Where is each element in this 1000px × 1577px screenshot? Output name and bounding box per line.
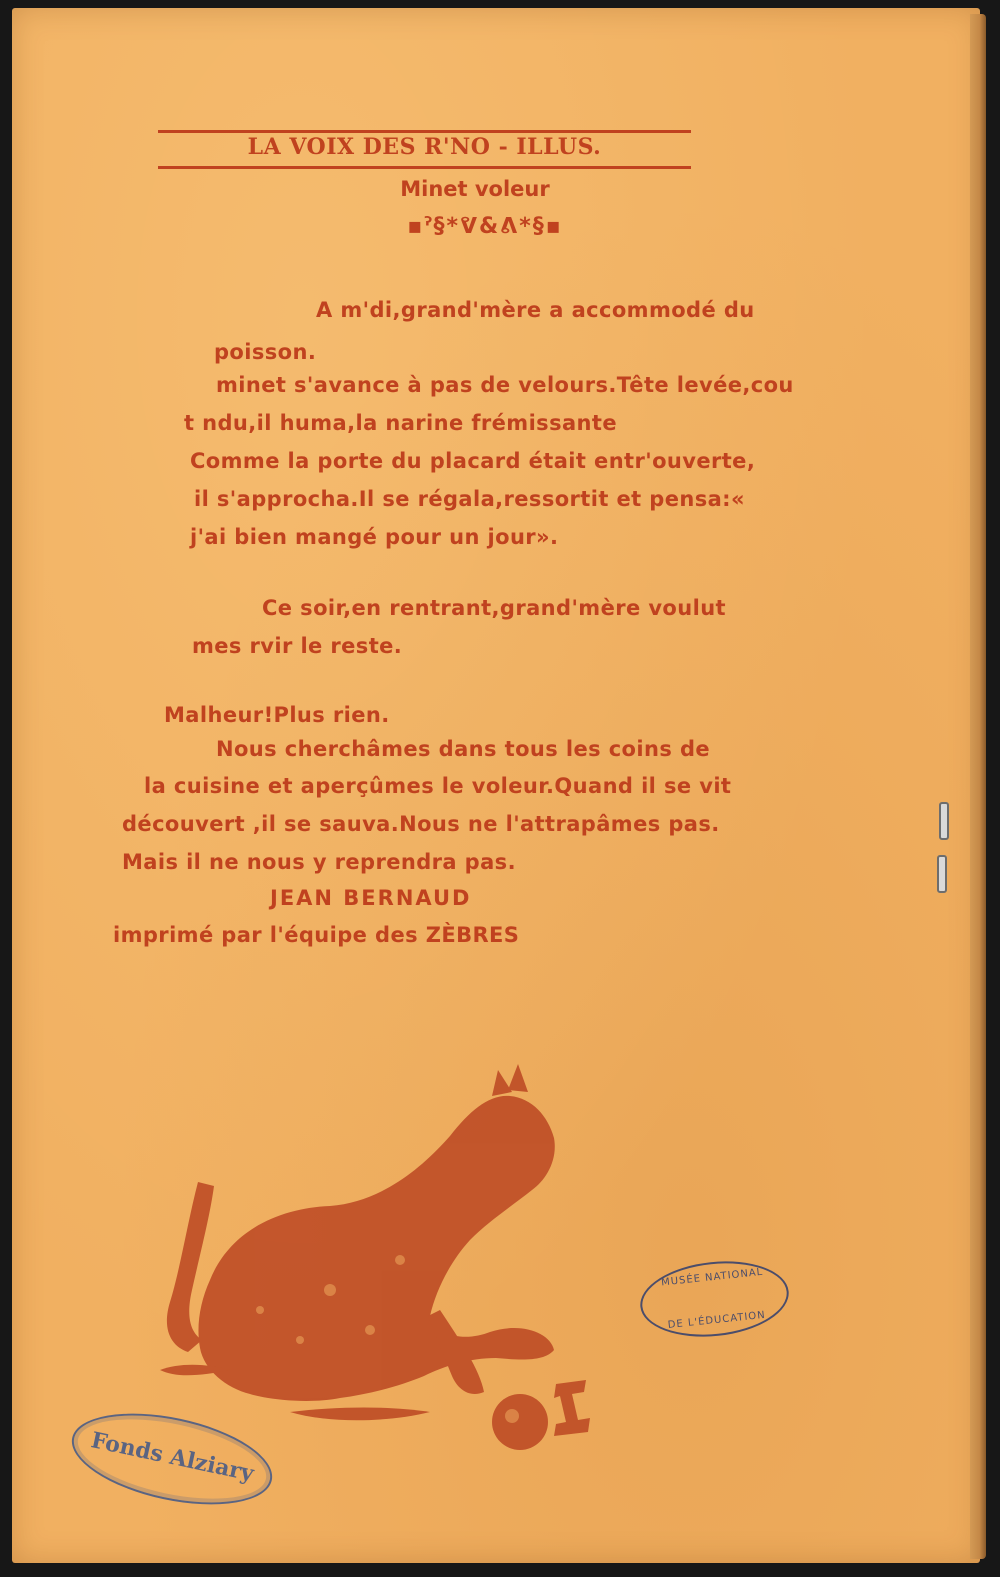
story-line: la cuisine et aperçûmes le voleur.Quand il se vit: [144, 774, 732, 798]
story-line: j'ai bien mangé pour un jour».: [190, 525, 559, 549]
story-line: Malheur!Plus rien.: [164, 703, 390, 727]
header-rule-top: [158, 130, 691, 133]
ornament-divider: ▪ˀ§*ᕓ&ᕕ*§▪: [407, 214, 563, 239]
cat-illustration: [140, 1040, 600, 1460]
story-line: Comme la porte du placard était entr'ouverte,: [190, 449, 756, 473]
stamp-text-top: MUSÉE NATIONAL: [660, 1266, 764, 1289]
story-line: Ce soir,en rentrant,grand'mère voulut: [262, 596, 726, 620]
story-title: Minet voleur: [400, 177, 550, 201]
staple-bottom: [937, 855, 947, 893]
story-line: découvert ,il se sauva.Nous ne l'attrapâmes pas.: [122, 812, 720, 836]
story-line: Nous cherchâmes dans tous les coins de: [216, 737, 711, 761]
story-line: il s'approcha.Il se régala,ressortit et pensa:«: [194, 487, 745, 511]
story-line: mes rvir le reste.: [192, 634, 403, 658]
story-line: A m'di,grand'mère a accommodé du: [316, 298, 755, 322]
story-line: t ndu,il huma,la narine frémissante: [184, 411, 617, 435]
page-edge: [970, 14, 986, 1559]
author-name: JEAN BERNAUD: [270, 886, 472, 910]
stamp-text: Fonds Alziary: [88, 1427, 257, 1487]
story-line: Mais il ne nous y reprendra pas.: [122, 850, 516, 874]
story-line: poisson.: [214, 340, 317, 364]
staple-top: [939, 802, 949, 840]
story-line: minet s'avance à pas de velours.Tête levée,cou: [216, 373, 794, 397]
printer-credit: imprimé par l'équipe des ZÈBRES: [113, 923, 520, 947]
stamp-text-bottom: DE L'ÉDUCATION: [667, 1309, 767, 1331]
header-title: LA VOIX DES R'NO - ILLUS.: [247, 134, 602, 160]
header-rule-bottom: [158, 166, 691, 169]
